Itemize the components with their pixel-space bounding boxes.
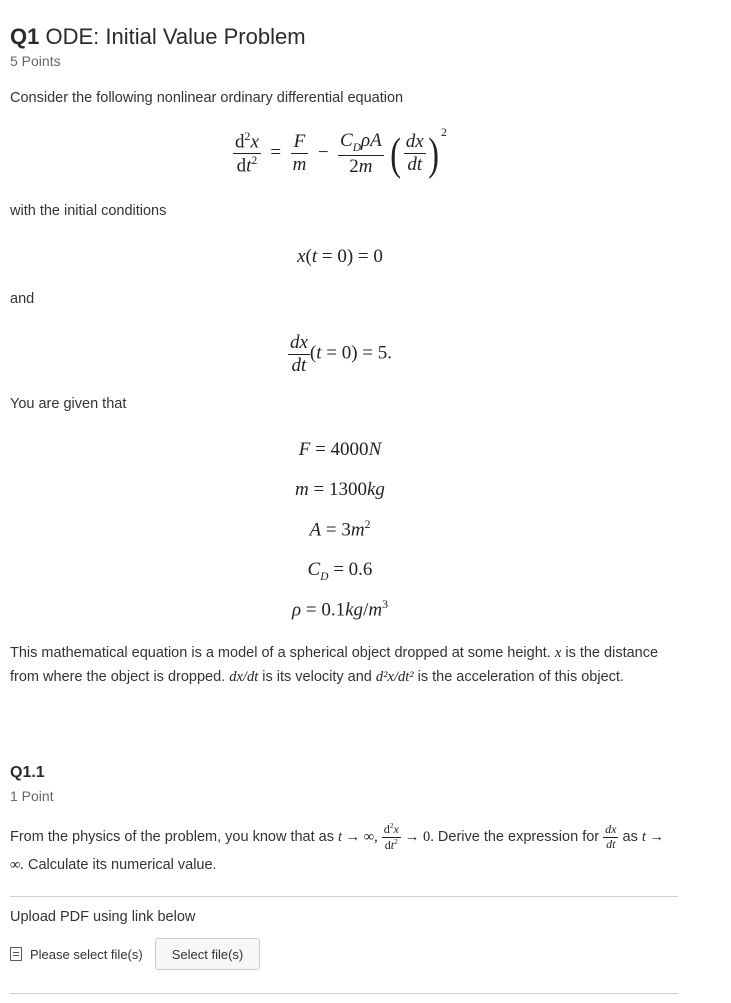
initial-conditions-text: with the initial conditions bbox=[10, 203, 167, 219]
ode-equation: $\frac{d^2x}{dt^2}$ = $\frac{F}{m}$ − $\frac{C_D\rho A}{2m}$ ( $\frac{dx}{dt}$ ) $^2$ bbox=[235, 126, 447, 180]
intro-text: Consider the following nonlinear ordinary differential equation bbox=[10, 90, 404, 106]
question-title-text: ODE: Initial Value Problem bbox=[45, 24, 306, 49]
param-force: F = 4000N bbox=[298, 439, 382, 460]
subquestion-text: From the physics of the problem, you know that as t → ∞, $\frac{d^2x}{dt^2}$ → 0. Derive the expression for $\frac{dx}{dt}$ as t → ∞. Calculate its numerical value. bbox=[10, 821, 665, 873]
file-status: Please select file(s) bbox=[30, 946, 143, 962]
question-label: Q1 bbox=[10, 24, 40, 49]
divider-bottom bbox=[10, 993, 678, 994]
model-description: This mathematical equation is a model of a spherical object dropped at some height. x is the distance from where the object is dropped. dx/dt is its velocity and d²x/dt² is the acceleration of this object. bbox=[10, 645, 659, 685]
question-points: 5 Points bbox=[10, 53, 61, 69]
divider-top bbox=[10, 896, 678, 897]
param-mass: m = 1300kg bbox=[295, 479, 385, 500]
param-density: $\rho = 0.1kg/m^3$ bbox=[292, 598, 388, 621]
select-files-button[interactable]: Select file(s) bbox=[155, 938, 261, 970]
file-upload-row bbox=[10, 938, 260, 970]
param-area: $A = 3m^2$ bbox=[309, 518, 371, 541]
given-text: You are given that bbox=[10, 396, 127, 412]
question-title bbox=[10, 24, 306, 50]
upload-label: Upload PDF using link below bbox=[10, 909, 196, 925]
subquestion-points: 1 Point bbox=[10, 788, 54, 804]
subquestion-label: Q1.1 bbox=[10, 764, 45, 781]
param-drag-coefficient: $C_D = 0.6$ bbox=[307, 559, 373, 583]
initial-condition-velocity: $\frac{dx}{dt}$ (t = 0) = 5. bbox=[289, 332, 393, 376]
initial-condition-x: x(t = 0) = 0 bbox=[297, 246, 383, 267]
and-text: and bbox=[10, 291, 35, 307]
file-icon bbox=[10, 947, 22, 961]
